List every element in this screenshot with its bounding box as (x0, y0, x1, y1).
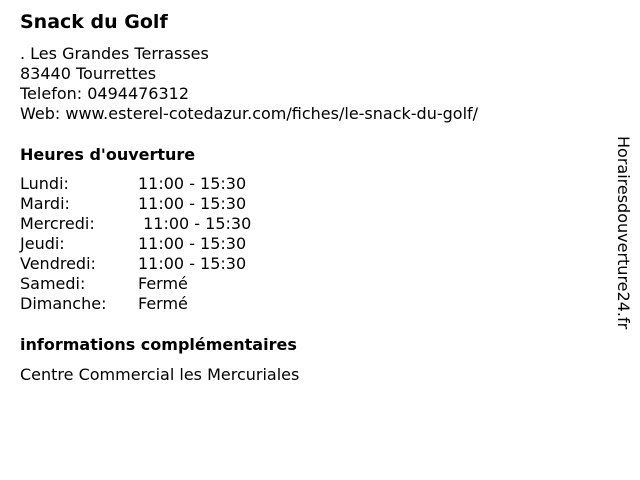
time-value: 11:00 - 15:30 (138, 194, 247, 213)
address-block (20, 44, 478, 124)
hours-row-monday (20, 174, 251, 194)
time-value: 11:00 - 15:30 (138, 174, 247, 193)
time-value: 11:00 - 15:30 (138, 214, 252, 233)
address-city: 83440 Tourrettes (20, 64, 157, 83)
info-text: Centre Commercial les Mercuriales (20, 365, 300, 384)
day-label: Dimanche: (20, 294, 107, 313)
hours-heading: Heures d'ouverture (20, 145, 196, 164)
day-label: Lundi: (20, 174, 69, 193)
time-value: Fermé (138, 294, 188, 313)
business-name: Snack du Golf (20, 11, 168, 33)
day-label: Jeudi: (20, 234, 65, 253)
time-value: 11:00 - 15:30 (138, 234, 247, 253)
day-label: Samedi: (20, 274, 86, 293)
hours-row-saturday (20, 274, 251, 294)
day-label: Mardi: (20, 194, 70, 213)
hours-row-tuesday (20, 194, 251, 214)
time-value: Fermé (138, 274, 188, 293)
hours-row-thursday (20, 234, 251, 254)
day-label: Mercredi: (20, 214, 95, 233)
info-heading: informations complémentaires (20, 335, 297, 354)
time-value: 11:00 - 15:30 (138, 254, 247, 273)
address-street: . Les Grandes Terrasses (20, 44, 209, 63)
phone-number: Telefon: 0494476312 (20, 84, 190, 103)
hours-row-wednesday (20, 214, 251, 234)
hours-row-friday (20, 254, 251, 274)
hours-row-sunday (20, 294, 251, 314)
hours-table (20, 174, 251, 314)
website-link[interactable]: Web: www.esterel-cotedazur.com/fiches/le-snack-du-golf/ (20, 104, 479, 123)
day-label: Vendredi: (20, 254, 96, 273)
site-brand-vertical[interactable]: Horairesdouverture24.fr (614, 136, 633, 330)
